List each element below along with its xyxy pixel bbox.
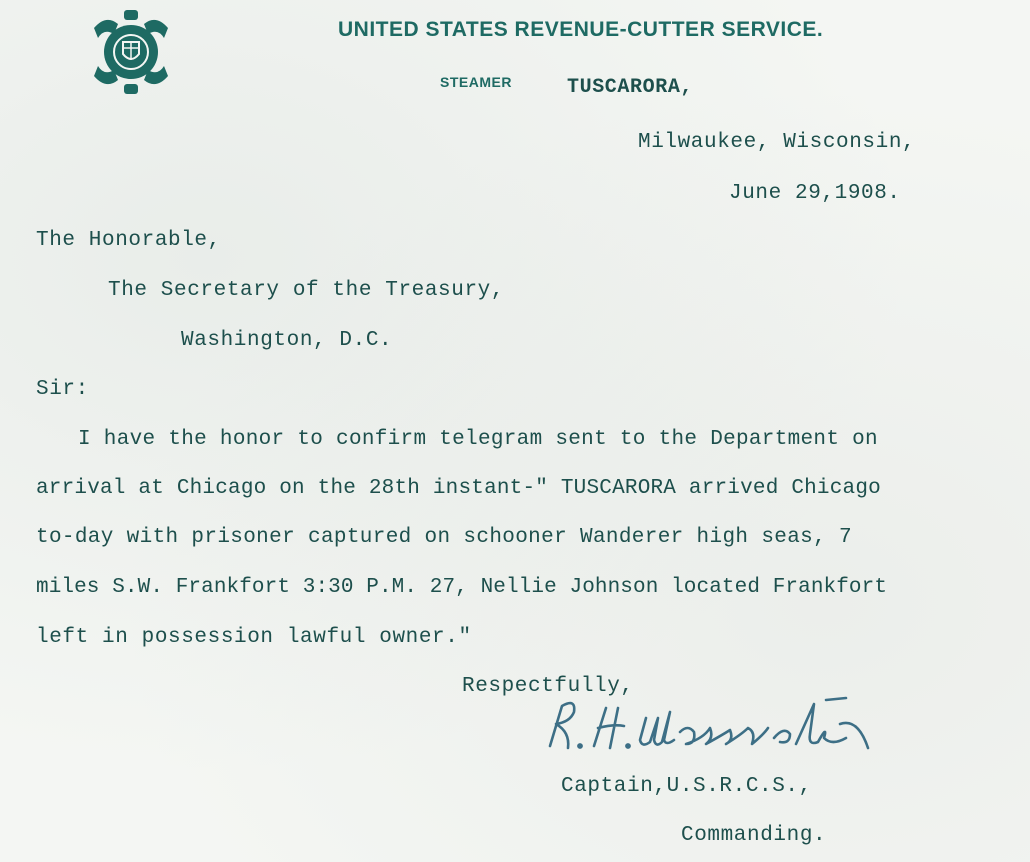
closing: Respectfully, — [462, 675, 634, 698]
signer-title: Captain,U.S.R.C.S., — [561, 775, 812, 798]
place-line: Milwaukee, Wisconsin, — [638, 131, 916, 154]
date-line: June 29,1908. — [729, 182, 901, 205]
body-line-1: I have the honor to confirm telegram sent to the Department on — [78, 428, 878, 451]
salutation: Sir: — [36, 378, 89, 401]
body-line-3: to-day with prisoner captured on schooner Wanderer high seas, 7 — [36, 526, 852, 549]
signature-image — [528, 688, 898, 768]
addressee-line-1: The Honorable, — [36, 229, 221, 252]
letterhead-title: UNITED STATES REVENUE-CUTTER SERVICE. — [338, 18, 824, 41]
body-line-2: arrival at Chicago on the 28th instant-" TUSCARORA arrived Chicago — [36, 477, 881, 500]
body-line-4: miles S.W. Frankfort 3:30 P.M. 27, Nellie Johnson located Frankfort — [36, 576, 888, 599]
letterhead-steamer-label: STEAMER — [440, 74, 512, 90]
addressee-line-2: The Secretary of the Treasury, — [108, 279, 505, 302]
addressee-line-3: Washington, D.C. — [181, 329, 393, 352]
body-line-5: left in possession lawful owner." — [36, 626, 472, 649]
revenue-cutter-seal-icon — [88, 8, 174, 96]
signer-role: Commanding. — [681, 824, 827, 847]
vessel-name: TUSCARORA, — [567, 76, 694, 99]
